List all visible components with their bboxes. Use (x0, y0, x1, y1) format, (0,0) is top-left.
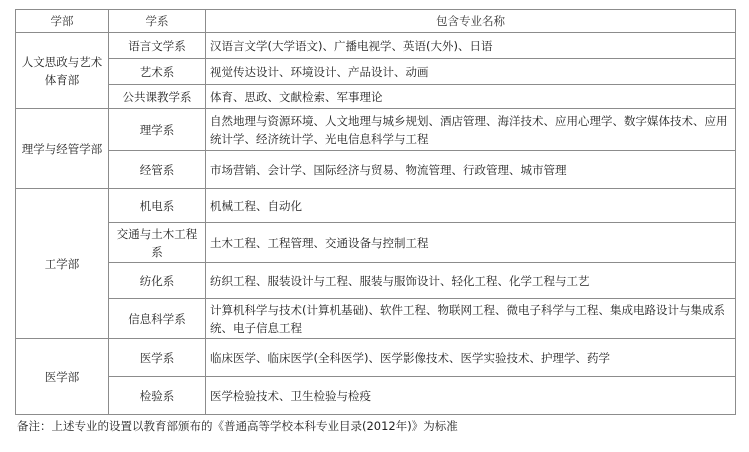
majors-cell: 市场营销、会计学、国际经济与贸易、物流管理、行政管理、城市管理 (206, 151, 736, 189)
department-cell: 纺化系 (109, 263, 206, 299)
majors-cell: 体育、思政、文献检索、军事理论 (206, 85, 736, 109)
department-cell: 艺术系 (109, 59, 206, 85)
faculty-cell: 理学与经管学部 (16, 109, 109, 189)
faculty-cell: 人文思政与艺术体育部 (16, 33, 109, 109)
table-row (16, 151, 736, 189)
majors-cell: 土木工程、工程管理、交通设备与控制工程 (206, 223, 736, 263)
table-row (16, 109, 736, 151)
department-cell: 检验系 (109, 377, 206, 415)
majors-table (15, 9, 736, 415)
table-row (16, 189, 736, 223)
table-row (16, 223, 736, 263)
majors-cell: 医学检验技术、卫生检验与检疫 (206, 377, 736, 415)
table-row (16, 339, 736, 377)
department-header: 学系 (109, 10, 206, 33)
header-row (16, 10, 736, 33)
table-row (16, 299, 736, 339)
footnote: 备注：上述专业的设置以教育部颁布的《普通高等学校本科专业目录(2012年)》为标准 (17, 419, 458, 433)
department-cell: 语言文学系 (109, 33, 206, 59)
majors-cell: 汉语言文学(大学语文)、广播电视学、英语(大外)、日语 (206, 33, 736, 59)
department-cell: 交通与土木工程系 (109, 223, 206, 263)
majors-cell: 视觉传达设计、环境设计、产品设计、动画 (206, 59, 736, 85)
majors-cell: 机械工程、自动化 (206, 189, 736, 223)
department-cell: 医学系 (109, 339, 206, 377)
table-row (16, 59, 736, 85)
majors-cell: 临床医学、临床医学(全科医学)、医学影像技术、医学实验技术、护理学、药学 (206, 339, 736, 377)
faculty-cell: 工学部 (16, 189, 109, 339)
table-row (16, 377, 736, 415)
majors-cell: 计算机科学与技术(计算机基础)、软件工程、物联网工程、微电子科学与工程、集成电路设计与集成系统、电子信息工程 (206, 299, 736, 339)
department-cell: 公共课教学系 (109, 85, 206, 109)
table-row (16, 33, 736, 59)
department-cell: 经管系 (109, 151, 206, 189)
department-cell: 理学系 (109, 109, 206, 151)
faculty-header: 学部 (16, 10, 109, 33)
department-cell: 信息科学系 (109, 299, 206, 339)
table-row (16, 263, 736, 299)
department-cell: 机电系 (109, 189, 206, 223)
majors-cell: 纺织工程、服装设计与工程、服装与服饰设计、轻化工程、化学工程与工艺 (206, 263, 736, 299)
faculty-cell: 医学部 (16, 339, 109, 415)
majors-header: 包含专业名称 (206, 10, 736, 33)
majors-cell: 自然地理与资源环境、人文地理与城乡规划、酒店管理、海洋技术、应用心理学、数字媒体技术、应用统计学、经济统计学、光电信息科学与工程 (206, 109, 736, 151)
table-row (16, 85, 736, 109)
